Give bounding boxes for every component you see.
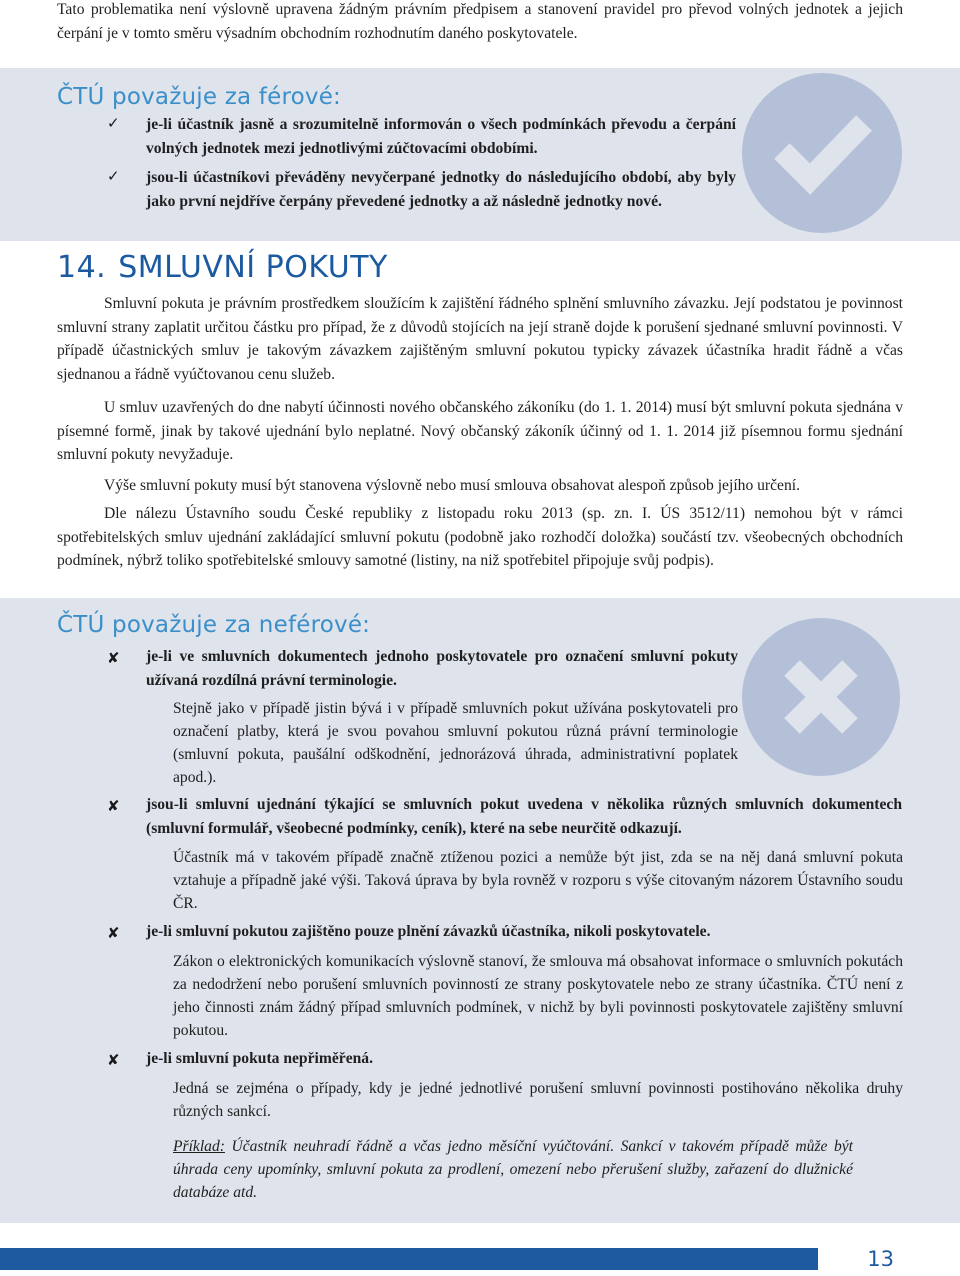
unfair-item: jsou-li smluvní ujednání týkající se smluvních pokut uvedena v několika různých smluvních dokumentech (smluvní formulář, všeobecné podmínky, ceník), které na sebe neurčitě odkazují. xyxy=(146,796,902,837)
example-label: Příklad: xyxy=(173,1138,225,1155)
unfair-item-detail: Účastník má v takovém případě značně ztíženou pozici a nemůže být jist, zda se na něj daná smluvní pokuta vztahuje a případně jaké výši. Taková úprava by byla rovněž v rozporu s výše citovaným názorem Ústavního soudu ČR. xyxy=(173,849,903,912)
intro-paragraph: Tato problematika není výslovně upravena žádným právním předpisem a stanovení pravidel pro převod volných jednotek a jejich čerpání je v tomto směru výsadním obchodním rozhodnutím daného poskytovatele. xyxy=(57,1,903,42)
cross-bullet-icon: ✘ xyxy=(107,649,120,667)
cross-icon xyxy=(742,618,900,776)
checkmark-bullet-icon: ✓ xyxy=(107,114,120,132)
fair-item: je-li účastník jasně a srozumitelně informován o všech podmínkách převodu a čerpání volných jednotek mezi jednotlivými zúčtovacími obdobími. xyxy=(146,116,736,157)
cross-bullet-icon: ✘ xyxy=(107,797,120,815)
section-number: 14. xyxy=(57,250,107,285)
body-paragraph: Smluvní pokuta je právním prostředkem sloužícím k zajištění řádného splnění smluvního závazku. Její podstatou je povinnost smluvní strany zaplatit určitou částku pro případ, že z důvodů stojících na její straně dojde k porušení sjednané smluvní povinnosti. V případě účastnických smluv je takovým závazkem zajištěným smluvní pokutou typicky závazek účastníka hradit řádně a včas sjednanou a řádně vyúčtovanou cenu služeb. xyxy=(57,295,903,383)
example-paragraph xyxy=(173,1135,853,1204)
unfair-box-heading: ČTÚ považuje za neférové: xyxy=(57,612,371,638)
cross-icon-graphic xyxy=(742,618,900,776)
body-paragraph: Výše smluvní pokuty musí být stanovena výslovně nebo musí smlouva obsahovat alespoň způsob jejího určení. xyxy=(104,477,801,494)
cross-bullet-icon: ✘ xyxy=(107,924,120,942)
checkmark-icon xyxy=(742,73,902,233)
checkmark-icon-graphic xyxy=(742,73,902,233)
body-paragraph: Dle nálezu Ústavního soudu České republiky z listopadu roku 2013 (sp. zn. I. ÚS 3512/11) nemohou být v rámci spotřebitelských smluv ujednání zakládající smluvní pokutu (podobně jako rozhodčí doložka) součástí tzv. všeobecných obchodních podmínek, nýbrž toliko spotřebitelské smlouvy samotné (listiny, na niž spotřebitel připojuje svůj podpis). xyxy=(57,505,903,569)
unfair-item-detail: Zákon o elektronických komunikacích výslovně stanoví, že smlouva má obsahovat informace o smluvních pokutách za nedodržení nebo porušení smluvních povinností ze strany poskytovatele nebo ze strany účastníka. ČTÚ není z jeho činnosti znám žádný případ smluvních podmínek, v nichž by byli povinnosti poskytovatele zajištěny smluvní pokutou. xyxy=(173,953,903,1039)
cross-bullet-icon: ✘ xyxy=(107,1051,120,1069)
unfair-item: je-li smluvní pokuta nepřiměřená. xyxy=(146,1050,373,1067)
example-text: Účastník neuhradí řádně a včas jedno měsíční vyúčtování. Sankcí v takovém případě může být úhrada ceny upomínky, smluvní pokuta za prodlení, omezení nebo přerušení služby, zařazení do dlužnické databáze atd. xyxy=(173,1138,853,1201)
body-paragraph: U smluv uzavřených do dne nabytí účinnosti nového občanského zákoníku (do 1. 1. 2014) musí být smluvní pokuta sjednána v písemné formě, jinak by takové ujednání bylo neplatné. Nový občanský zákoník účinný od 1. 1. 2014 již písemnou formu sjednání smluvní pokuty nevyžaduje. xyxy=(57,399,903,463)
checkmark-bullet-icon: ✓ xyxy=(107,167,120,185)
unfair-item: je-li smluvní pokutou zajištěno pouze plnění závazků účastníka, nikoli poskytovatele. xyxy=(146,923,711,940)
fair-practices-box xyxy=(0,68,960,241)
unfair-item: je-li ve smluvních dokumentech jednoho poskytovatele pro označení smluvní pokuty užívaná rozdílná právní terminologie. xyxy=(146,648,738,689)
unfair-item-detail: Jedná se zejména o případy, kdy je jedné jednotlivé porušení smluvní povinnosti postihováno několika druhy různých sankcí. xyxy=(173,1080,903,1120)
page-number: 13 xyxy=(867,1247,894,1271)
section-title-text: SMLUVNÍ POKUTY xyxy=(118,250,388,285)
unfair-item-detail: Stejně jako v případě jistin bývá i v případě smluvních pokut užívána poskytovateli pro označení platby, která je svou povahou smluvní pokutou různá právní terminologie (smluvní pokuta, paušální odškodnění, jednorázová úhrada, administrativní poplatek apod.). xyxy=(173,700,738,786)
section-title xyxy=(57,250,388,285)
fair-box-heading: ČTÚ považuje za férové: xyxy=(57,84,341,110)
unfair-practices-box xyxy=(0,598,960,1223)
footer-bar xyxy=(0,1248,818,1270)
fair-item: jsou-li účastníkovi převáděny nevyčerpané jednotky do následujícího období, aby byly jako první nejdříve čerpány převedené jednotky a až následně jednotky nové. xyxy=(146,169,736,210)
